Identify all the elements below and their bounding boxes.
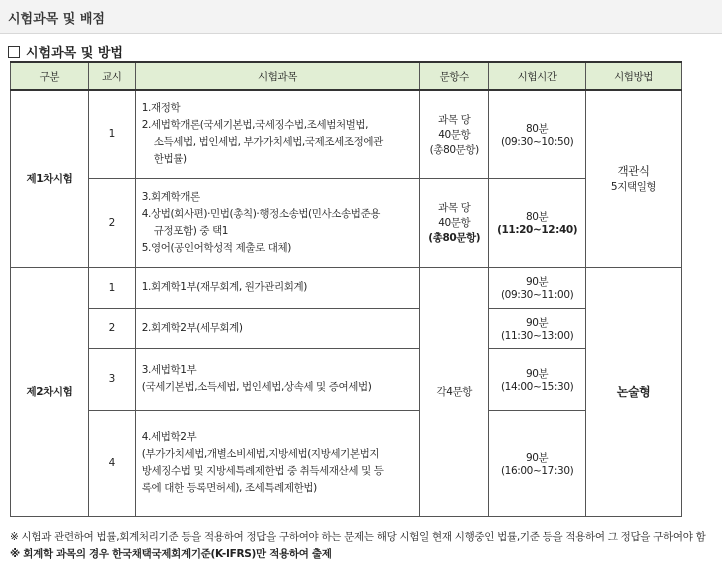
time-line: (11:30~13:00) — [500, 329, 574, 342]
time-line: (11:20~12:40) — [497, 224, 578, 236]
section-heading — [8, 42, 123, 61]
subject-line: 4.세법학2부 — [141, 431, 197, 443]
second-exam-count: 각4문항 — [420, 267, 489, 516]
time-line: 90분 — [525, 316, 549, 329]
first-exam-method — [586, 90, 682, 267]
time-line: 90분 — [525, 367, 549, 380]
subject-line: 한법률) — [153, 153, 187, 166]
count-line: (총80문항) — [429, 143, 479, 156]
period-cell: 2 — [88, 178, 135, 267]
subject-line: 소득세법, 법인세법, 부가가치세법,국제조세조정에관 — [153, 136, 383, 149]
footnote-applicable-law: ※ 시험과 관련하여 법률,회계처리기준 등을 적용하여 정답을 구하여야 하는 문제는 해당 시험일 현재 시행중인 법률,기준 등을 적용하여 그 정답을 구하여야 함 — [10, 531, 706, 543]
table-row — [11, 178, 682, 267]
period-cell: 1 — [88, 267, 135, 308]
time-line: 80분 — [525, 211, 549, 223]
count-line: 과목 당 — [438, 113, 471, 126]
time-line: (16:00~17:30) — [500, 464, 574, 477]
subject-line: 록에 대한 등록면허세), 조세특례제한법) — [141, 482, 317, 494]
col-header-method: 시험방법 — [586, 62, 682, 90]
count-line: 과목 당 — [438, 202, 471, 214]
count-line: 40문항 — [438, 217, 471, 229]
time-line: 90분 — [525, 276, 549, 288]
section-title-text: 시험과목 및 방법 — [26, 46, 123, 61]
time-line: (09:30~11:00) — [500, 289, 574, 301]
checkbox-square-icon — [8, 46, 20, 58]
time-cell — [489, 90, 586, 178]
period-cell: 1 — [88, 90, 135, 178]
col-header-division: 구분 — [11, 62, 89, 90]
table-row — [11, 348, 682, 410]
subject-line: 3.세법학1부 — [141, 364, 197, 376]
col-header-period: 교시 — [88, 62, 135, 90]
table-header-row — [11, 62, 682, 90]
subject-cell — [135, 90, 420, 178]
table-row — [11, 90, 682, 178]
period-cell: 2 — [88, 308, 135, 348]
subject-line: 3.회계학개론 — [141, 190, 200, 203]
count-cell — [420, 90, 489, 178]
count-cell — [420, 178, 489, 267]
col-header-count: 문항수 — [420, 62, 489, 90]
method-line: 객관식 — [617, 164, 650, 179]
footnotes — [10, 530, 710, 562]
time-line: (09:30~10:50) — [500, 135, 574, 148]
subject-cell — [135, 410, 420, 516]
subject-cell: 1.회계학1부(재무회계, 원가관리회계) — [135, 267, 420, 308]
col-header-subject: 시험과목 — [135, 62, 420, 90]
subject-cell — [135, 178, 420, 267]
time-cell — [489, 410, 586, 516]
table-row — [11, 267, 682, 308]
subject-line: (부가가치세법,개별소비세법,지방세법(지방세기본법지 — [141, 448, 380, 460]
second-exam-method: 논술형 — [586, 267, 682, 516]
time-cell — [489, 178, 586, 267]
subject-line: 4.상법(회사편)·민법(총칙)·행정소송법(민사소송법준용 — [141, 207, 380, 220]
subject-line: 2.세법학개론(국세기본법,국세징수법,조세범처벌법, — [141, 119, 369, 132]
subject-line: 5.영어(공인어학성적 제출로 대체) — [141, 241, 291, 254]
subject-line: (국세기본법,소득세법, 법인세법,상속세 및 증여세법) — [141, 381, 372, 393]
subject-line: 방세징수법 및 지방세특례제한법 중 취득세재산세 및 등 — [141, 465, 384, 477]
time-cell — [489, 267, 586, 308]
period-cell: 3 — [88, 348, 135, 410]
time-line: 80분 — [525, 122, 549, 135]
subject-line: 1.재정학 — [141, 102, 181, 115]
time-line: 90분 — [525, 451, 549, 464]
second-exam-label: 제2차시험 — [11, 267, 89, 516]
subject-line: 규정포함) 중 택1 — [153, 224, 229, 237]
time-cell — [489, 348, 586, 410]
method-line: 5지택일형 — [610, 181, 657, 194]
subject-cell — [135, 348, 420, 410]
page-title: 시험과목 및 배점 — [8, 12, 105, 27]
count-line: (총80문항) — [428, 232, 481, 244]
table-row — [11, 308, 682, 348]
first-exam-label: 제1차시험 — [11, 90, 89, 267]
subject-cell: 2.회계학2부(세무회계) — [135, 308, 420, 348]
time-line: (14:00~15:30) — [500, 380, 574, 393]
exam-table — [10, 61, 682, 517]
count-line: 40문항 — [438, 128, 471, 141]
period-cell: 4 — [88, 410, 135, 516]
table-row — [11, 410, 682, 516]
time-cell — [489, 308, 586, 348]
col-header-time: 시험시간 — [489, 62, 586, 90]
page-header — [0, 0, 722, 34]
footnote-kifrs: ※ 회계학 과목의 경우 한국채택국제회계기준(K-IFRS)만 적용하여 출제 — [10, 548, 332, 560]
